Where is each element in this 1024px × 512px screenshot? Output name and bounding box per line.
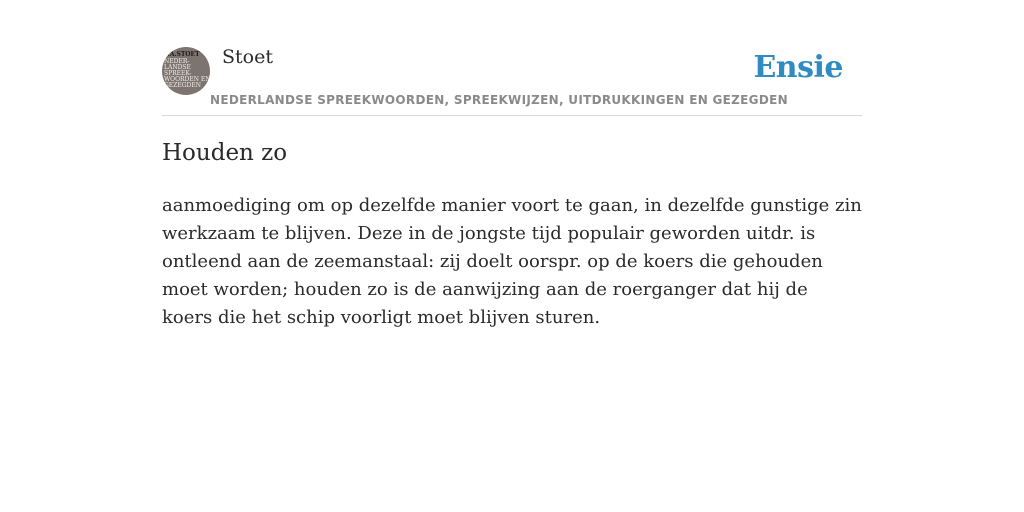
entry-definition: aanmoediging om op dezelfde manier voort te gaan, in dezelfde gunstige zin werkzaam te blijven. Deze in de jongste tijd populair geworden uitdr. is ontleend aan de zeemanstaal: zij doelt oorspr. op de koers die gehouden moet worden; houden zo is de aanwijzing aan de roerganger dat hij de koers die het schip voorligt moet blijven sturen. xyxy=(162,195,862,328)
avatar-title-line: GEZEGDEN xyxy=(164,82,201,89)
source-subtitle-link[interactable]: NEDERLANDSE SPREEKWOORDEN, SPREEKWIJZEN, UITDRUKKINGEN EN GEZEGDEN xyxy=(210,93,788,107)
avatar-title-line: LANDSE xyxy=(164,64,191,71)
avatar-author-text: F.A.STOET xyxy=(164,51,200,58)
source-header xyxy=(162,0,862,116)
page xyxy=(162,0,862,328)
source-avatar[interactable] xyxy=(162,47,210,95)
avatar-title-line: NEDER- xyxy=(164,58,190,65)
avatar-title-line: SPREEK- xyxy=(164,70,192,77)
source-name-link[interactable]: Stoet xyxy=(222,46,273,68)
ensie-logo-link[interactable]: Ensie xyxy=(753,50,843,85)
entry-title: Houden zo xyxy=(162,140,288,166)
avatar-title-line: WOORDEN EN xyxy=(164,76,210,83)
